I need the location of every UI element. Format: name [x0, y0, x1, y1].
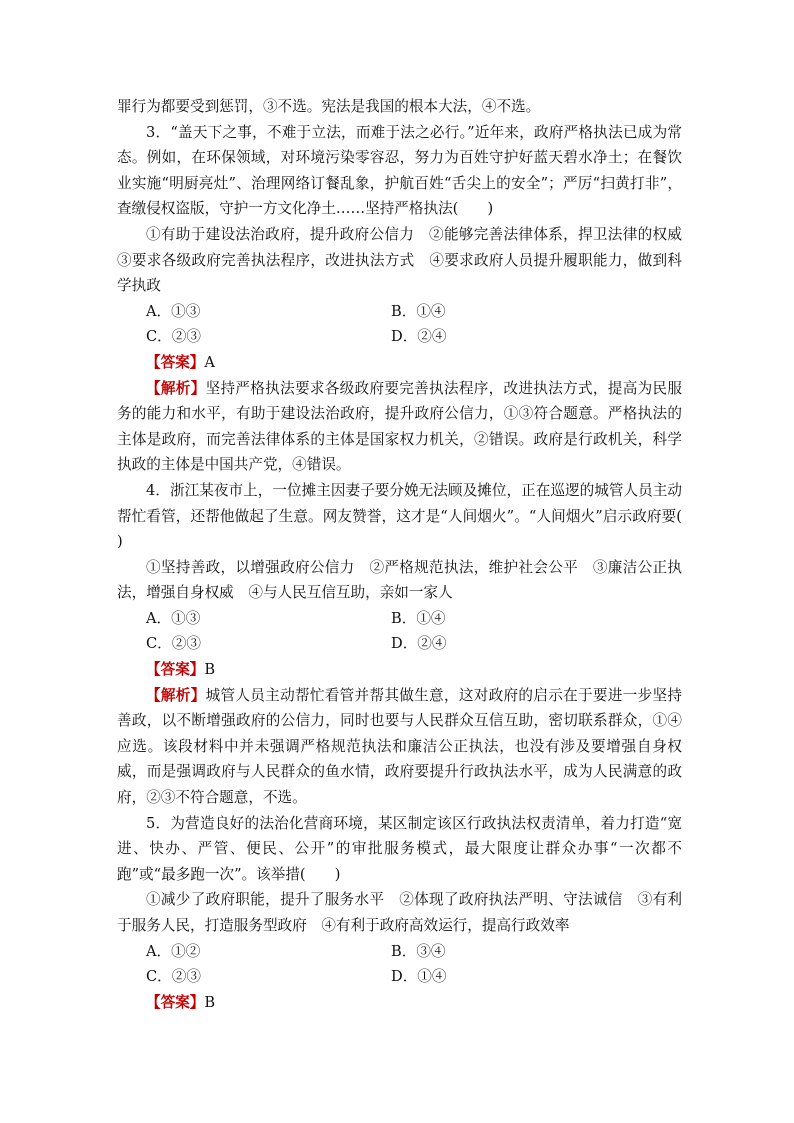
- question-4: [117, 478, 712, 811]
- analysis: [117, 683, 682, 811]
- option-b: B．①④: [391, 609, 446, 627]
- option-c: C．②③: [146, 328, 201, 346]
- question-5: [117, 811, 682, 1016]
- answer-value: A: [204, 353, 215, 371]
- carry-over-line: 罪行为都要受到惩罚，③不选。宪法是我国的根本大法，④不选。: [117, 98, 541, 115]
- answer-line: [117, 350, 682, 376]
- analysis: [117, 376, 682, 478]
- option-c: C．②③: [146, 968, 201, 986]
- option-b: B．①④: [391, 302, 446, 320]
- option-c: C．②③: [146, 635, 201, 653]
- analysis-text: 坚持严格执法要求各级政府要完善执法程序，改进执法方式，提高为民服务的能力和水平，有助于建设法治政府，提升政府公信力，①③符合题意。严格执法的主体是政府，而完善法律体系的主体是国家权力机关，②错误。政府是行政机关，科学执政的主体是中国共产党，④错误。: [117, 379, 682, 474]
- answer-tag: 【答案】: [146, 353, 205, 371]
- question-statements: ①坚持善政，以增强政府公信力 ②严格规范执法，维护社会公平 ③廉洁公正执法，增强自身权威 ④与人民互信互助，亲如一家人: [117, 558, 682, 602]
- option-d: D．②④: [391, 635, 447, 653]
- question-statements: ①减少了政府职能，提升了服务水平 ②体现了政府执法严明、守法诚信 ③有利于服务人民，打造服务型政府 ④有利于政府高效运行，提高行政效率: [117, 891, 682, 934]
- option-d: D．①④: [391, 968, 447, 986]
- document-page: [117, 94, 712, 1015]
- question-stem: 5．为营造良好的法治化营商环境，某区制定该区行政执法权责清单，着力打造“宽进、快办、严管、便民、公开”的审批服务模式，最大限度让群众办事“一次都不跑”或“最多跑一次”。该举措( ): [117, 814, 682, 883]
- question-3: [117, 120, 697, 478]
- answer-tag: 【答案】: [146, 993, 205, 1011]
- answer-options: [117, 299, 682, 350]
- question-statements: ①有助于建设法治政府，提升政府公信力 ②能够完善法律体系，捍卫法律的权威 ③要求各级政府完善执法程序，改进执法方式 ④要求政府人员提升履职能力，做到科学执政: [117, 225, 697, 295]
- analysis-tag: 【解析】: [146, 686, 206, 704]
- analysis-tag: 【解析】: [146, 379, 206, 397]
- answer-value: B: [204, 993, 216, 1011]
- question-stem: 3．“盖天下之事，不难于立法，而难于法之必行。”近年来，政府严格执法已成为常态。例如，在环保领域，对环境污染零容忍，努力为百姓守护好蓝天碧水净土；在餐饮业实施“明厨亮灶”、治理网络订餐乱象，护航百姓“舌尖上的安全”；严厉“扫黄打非”，查缴侵权盗版，守护一方文化净土……坚持严格执法( ): [117, 123, 682, 218]
- answer-options: [117, 606, 682, 657]
- answer-line: [117, 990, 682, 1016]
- answer-line: [117, 657, 682, 683]
- option-a: A．①③: [146, 302, 201, 320]
- question-stem: 4．浙江某夜市上，一位摊主因妻子要分娩无法顾及摊位，正在巡逻的城管人员主动帮忙看管，还帮他做起了生意。网友赞誉，这才是“人间烟火”。“人间烟火”启示政府要( ): [117, 481, 712, 551]
- option-a: A．①②: [146, 942, 201, 960]
- option-b: B．③④: [391, 942, 446, 960]
- answer-options: [117, 939, 682, 990]
- option-d: D．②④: [391, 328, 447, 346]
- answer-tag: 【答案】: [146, 661, 205, 679]
- option-a: A．①③: [146, 609, 201, 627]
- answer-value: B: [204, 661, 216, 679]
- analysis-text: 城管人员主动帮忙看管并帮其做生意，这对政府的启示在于要进一步坚持善政，以不断增强政府的公信力，同时也要与人民群众互信互助，密切联系群众，①④应选。该段材料中并未强调严格规范执法和廉洁公正执法，也没有涉及要增强自身权威，而是强调政府与人民群众的鱼水情，政府要提升行政执法水平，成为人民满意的政府，②③不符合题意，不选。: [117, 686, 682, 807]
